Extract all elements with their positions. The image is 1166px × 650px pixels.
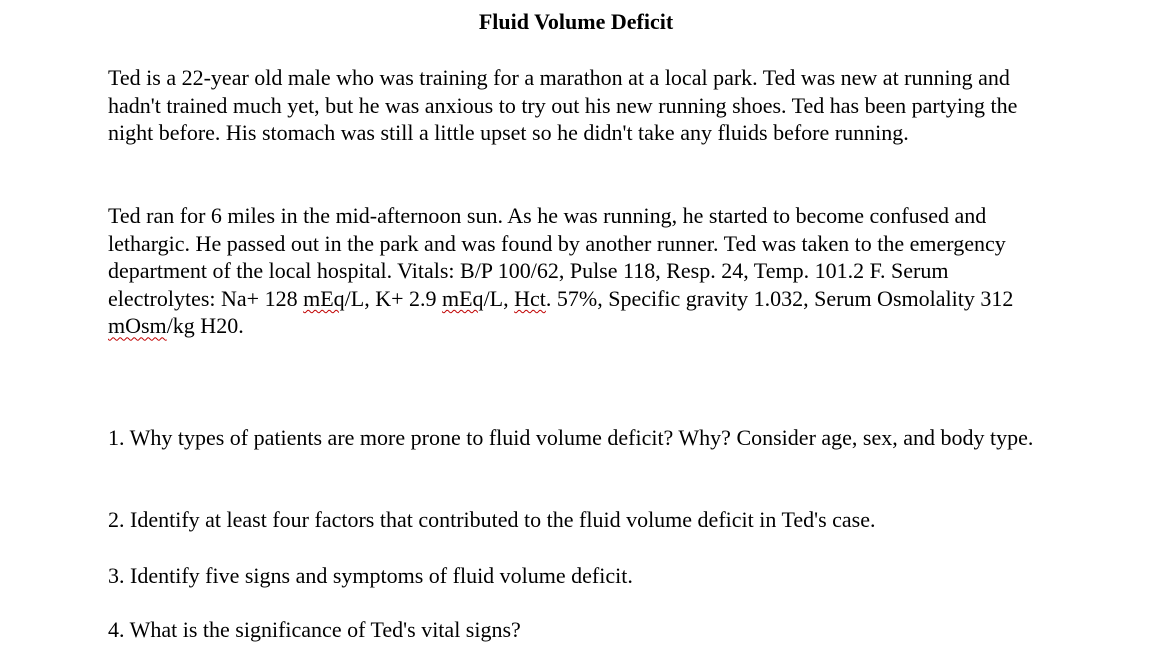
question-2: 2. Identify at least four factors that contributed to the fluid volume deficit in Ted's case. (108, 507, 876, 532)
document-title: Fluid Volume Deficit (478, 9, 674, 34)
vitals-text-4: . 57%, Specific gravity 1.032, Serum Osmolality 312 (545, 285, 1014, 311)
misspelled-word-hct[interactable]: Hct (514, 285, 546, 311)
case-paragraph-intro: Ted is a 22-year old male who was training for a marathon at a local park. Ted was new at running and hadn't trained much yet, but he was anxious to try out his new running shoes. Ted has been partying the night before. His stomach was still a little upset so he didn't take any fluids before running. (108, 65, 1018, 146)
question-1: 1. Why types of patients are more prone to fluid volume deficit? Why? Consider age, sex, and body type. (108, 425, 1034, 450)
misspelled-word-meq-2[interactable]: mEq (442, 285, 484, 311)
case-paragraph-vitals (108, 202, 1048, 340)
vitals-text-1: Ted ran for 6 miles in the mid-afternoon sun. As he was running, he started to become confused and lethargic. He passed out in the park and was found by another runner. Ted was taken to the emergency department of the local hospital. Vitals: B/P 100/62, Pulse 118, Resp. 24, Temp. 101.2 F. Serum electrolytes: Na+ 128 (108, 203, 1006, 311)
question-4: 4. What is the significance of Ted's vital signs? (108, 617, 521, 642)
misspelled-word-meq-1[interactable]: mEq (303, 285, 345, 311)
misspelled-word-mosm[interactable]: mOsm (108, 313, 167, 339)
vitals-text-3: /L, (483, 285, 515, 311)
question-3: 3. Identify five signs and symptoms of fluid volume deficit. (108, 563, 633, 588)
vitals-text-2: /L, K+ 2.9 (344, 285, 442, 311)
vitals-text-5: /kg H20. (166, 313, 244, 339)
